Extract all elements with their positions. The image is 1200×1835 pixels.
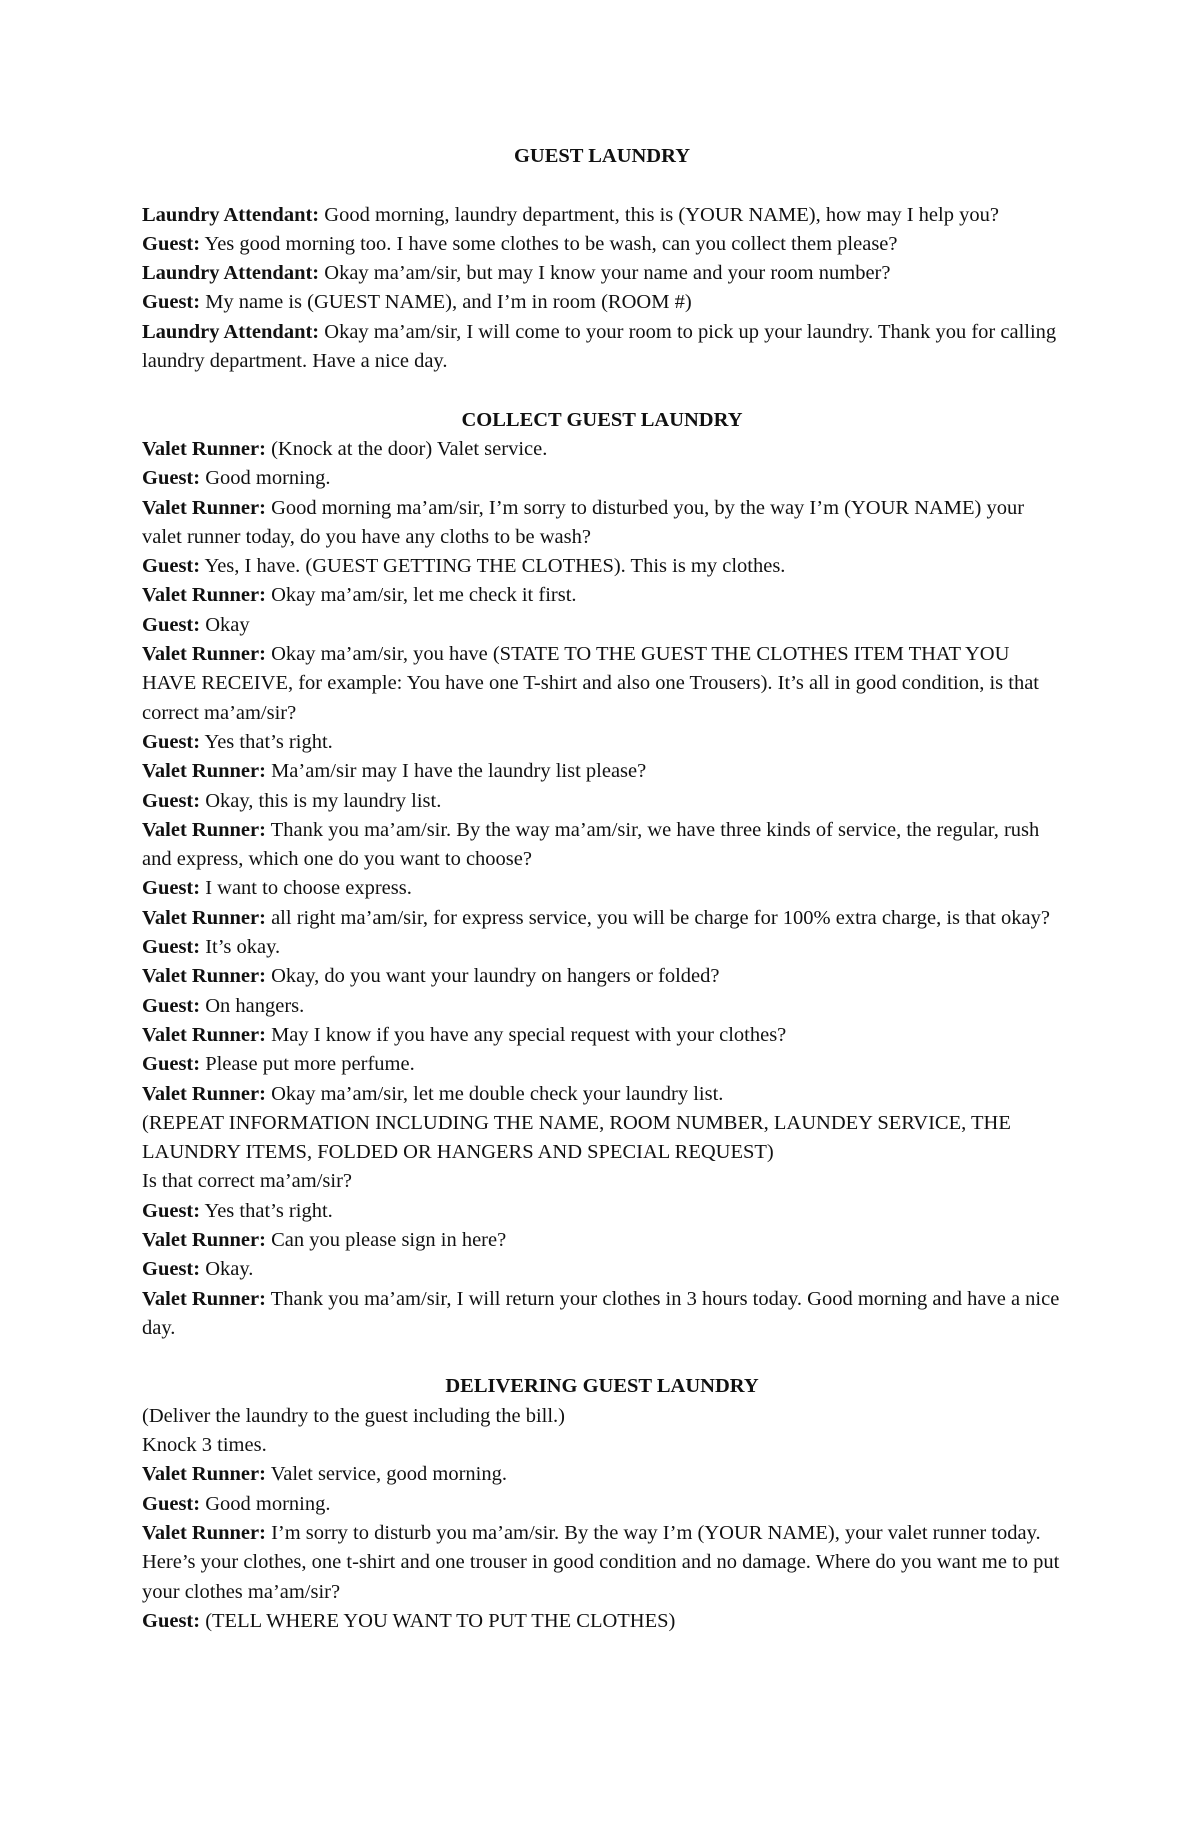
dialogue-line [142, 435, 1062, 464]
dialogue-line [142, 874, 1062, 903]
line-text: Thank you ma’am/sir. By the way ma’am/sir, we have three kinds of service, the regular, rush and express, which one do you want to choose? [142, 818, 1040, 871]
speaker-label: Valet Runner: [142, 437, 266, 460]
speaker-label: Guest: [142, 877, 201, 900]
line-text: Is that correct ma’am/sir? [142, 1170, 353, 1193]
speaker-label: Valet Runner: [142, 1228, 266, 1251]
dialogue-line [142, 992, 1062, 1021]
dialogue-line [142, 904, 1062, 933]
line-text: It’s okay. [200, 936, 281, 959]
dialogue-line [142, 1226, 1062, 1255]
speaker-label: Valet Runner: [142, 965, 266, 988]
line-text: Okay ma’am/sir, let me check it first. [265, 584, 577, 607]
line-text: Valet service, good morning. [265, 1463, 507, 1486]
speaker-label: Valet Runner: [142, 1082, 266, 1105]
line-text: Knock 3 times. [142, 1434, 267, 1457]
dialogue-line [142, 201, 1062, 230]
line-text: Yes, I have. (GUEST GETTING THE CLOTHES). This is my clothes. [200, 555, 786, 578]
line-text: Ma’am/sir may I have the laundry list please? [265, 760, 647, 783]
speaker-label: Valet Runner: [142, 643, 266, 666]
speaker-label: Guest: [142, 1609, 201, 1632]
dialogue-line [142, 816, 1062, 875]
line-text: Please put more perfume. [200, 1053, 415, 1076]
speaker-label: Guest: [142, 555, 201, 578]
line-text: I want to choose express. [200, 877, 412, 900]
dialogue-line [142, 494, 1062, 553]
speaker-label: Guest: [142, 1258, 201, 1281]
dialogue-line [142, 757, 1062, 786]
speaker-label: Valet Runner: [142, 1287, 266, 1310]
line-text: all right ma’am/sir, for express service, you will be charge for 100% extra charge, is that okay? [265, 906, 1050, 929]
dialogue-line [142, 1021, 1062, 1050]
speaker-label: Valet Runner: [142, 1463, 266, 1486]
line-text: Okay [200, 613, 250, 636]
dialogue-line [142, 552, 1062, 581]
dialogue-line [142, 1402, 1062, 1431]
dialogue-line [142, 1431, 1062, 1460]
dialogue-line [142, 259, 1062, 288]
speaker-label: Valet Runner: [142, 584, 266, 607]
line-text: Yes that’s right. [200, 1199, 333, 1222]
line-text: Okay ma’am/sir, I will come to your room to pick up your laundry. Thank you for calling laundry department. Have a nice day. [142, 320, 1057, 373]
dialogue-line [142, 1197, 1062, 1226]
speaker-label: Valet Runner: [142, 1023, 266, 1046]
speaker-label: Guest: [142, 1199, 201, 1222]
line-text: Thank you ma’am/sir, I will return your clothes in 3 hours today. Good morning and have a nice day. [142, 1287, 1060, 1339]
line-text: Okay, this is my laundry list. [200, 789, 442, 812]
speaker-label: Guest: [142, 936, 201, 959]
speaker-label: Valet Runner: [142, 818, 266, 841]
dialogue-line [142, 1255, 1062, 1284]
section-1 [142, 142, 1062, 376]
document-page [142, 142, 1062, 1636]
dialogue-line [142, 318, 1062, 377]
line-text: Okay. [200, 1258, 254, 1281]
line-text: Good morning ma’am/sir, I’m sorry to disturbed you, by the way I’m (YOUR NAME) your valet runner today, do you have any cloths to be wash? [142, 496, 1025, 548]
speaker-label: Valet Runner: [142, 906, 266, 929]
speaker-label: Laundry Attendant: [142, 320, 320, 343]
line-text: On hangers. [200, 994, 305, 1017]
dialogue-line [142, 728, 1062, 757]
line-text: My name is (GUEST NAME), and I’m in room (ROOM #) [200, 291, 692, 314]
line-text: Okay ma’am/sir, but may I know your name and your room number? [319, 262, 891, 285]
speaker-label: Valet Runner: [142, 496, 266, 519]
line-text: Can you please sign in here? [265, 1228, 507, 1251]
speaker-label: Guest: [142, 1492, 201, 1515]
dialogue-line [142, 1607, 1062, 1636]
dialogue-line [142, 581, 1062, 610]
line-text: I’m sorry to disturb you ma’am/sir. By the way I’m (YOUR NAME), your valet runner today. Here’s your clothes, one t-shirt and one trouser in good condition and no damage. Where do you want me to put your clothes ma’am/sir? [142, 1521, 1060, 1603]
line-text: Yes good morning too. I have some clothes to be wash, can you collect them please? [200, 232, 898, 255]
line-text: Good morning. [200, 467, 331, 490]
speaker-label: Guest: [142, 613, 201, 636]
line-text: Okay ma’am/sir, you have (STATE TO THE GUEST THE CLOTHES ITEM THAT YOU HAVE RECEIVE, for example: You have one T-shirt and also one Trousers). It’s all in good condition, is that correct ma’am/sir? [142, 643, 1039, 724]
section-heading: DELIVERING GUEST LAUNDRY [445, 1375, 759, 1398]
speaker-label: Laundry Attendant: [142, 262, 320, 285]
speaker-label: Valet Runner: [142, 760, 266, 783]
dialogue-line [142, 1109, 1062, 1168]
dialogue-line [142, 1460, 1062, 1489]
speaker-label: Guest: [142, 232, 201, 255]
dialogue-line [142, 1285, 1062, 1344]
line-text: (REPEAT INFORMATION INCLUDING THE NAME, ROOM NUMBER, LAUNDEY SERVICE, THE LAUNDRY ITEMS, FOLDED OR HANGERS AND SPECIAL REQUEST) [142, 1111, 1011, 1164]
line-text: Yes that’s right. [200, 730, 333, 753]
dialogue-line [142, 1519, 1062, 1607]
dialogue-line [142, 1490, 1062, 1519]
speaker-label: Guest: [142, 467, 201, 490]
dialogue-line [142, 640, 1062, 728]
line-text: Okay, do you want your laundry on hangers or folded? [265, 965, 720, 988]
speaker-label: Laundry Attendant: [142, 203, 320, 226]
dialogue-line [142, 1050, 1062, 1079]
line-text: Good morning. [200, 1492, 331, 1515]
dialogue-line [142, 230, 1062, 259]
dialogue-line [142, 933, 1062, 962]
dialogue-line [142, 787, 1062, 816]
line-text: Good morning, laundry department, this is (YOUR NAME), how may I help you? [319, 203, 999, 226]
speaker-label: Valet Runner: [142, 1521, 266, 1544]
dialogue-line [142, 962, 1062, 991]
speaker-label: Guest: [142, 291, 201, 314]
dialogue-line [142, 611, 1062, 640]
line-text: (Deliver the laundry to the guest including the bill.) [142, 1404, 565, 1427]
dialogue-line [142, 464, 1062, 493]
line-text: (TELL WHERE YOU WANT TO PUT THE CLOTHES) [200, 1609, 676, 1632]
section-heading: GUEST LAUNDRY [513, 145, 691, 167]
line-text: May I know if you have any special request with your clothes? [265, 1023, 787, 1046]
dialogue-line [142, 288, 1062, 317]
section-3 [142, 1372, 1062, 1636]
dialogue-line [142, 1167, 1062, 1196]
speaker-label: Guest: [142, 730, 201, 753]
section-2 [142, 406, 1062, 1344]
speaker-label: Guest: [142, 789, 201, 812]
section-heading: COLLECT GUEST LAUNDRY [461, 408, 743, 431]
line-text: (Knock at the door) Valet service. [265, 437, 548, 460]
line-text: Okay ma’am/sir, let me double check your laundry list. [265, 1082, 724, 1105]
dialogue-line [142, 1080, 1062, 1109]
speaker-label: Guest: [142, 994, 201, 1017]
speaker-label: Guest: [142, 1053, 201, 1076]
